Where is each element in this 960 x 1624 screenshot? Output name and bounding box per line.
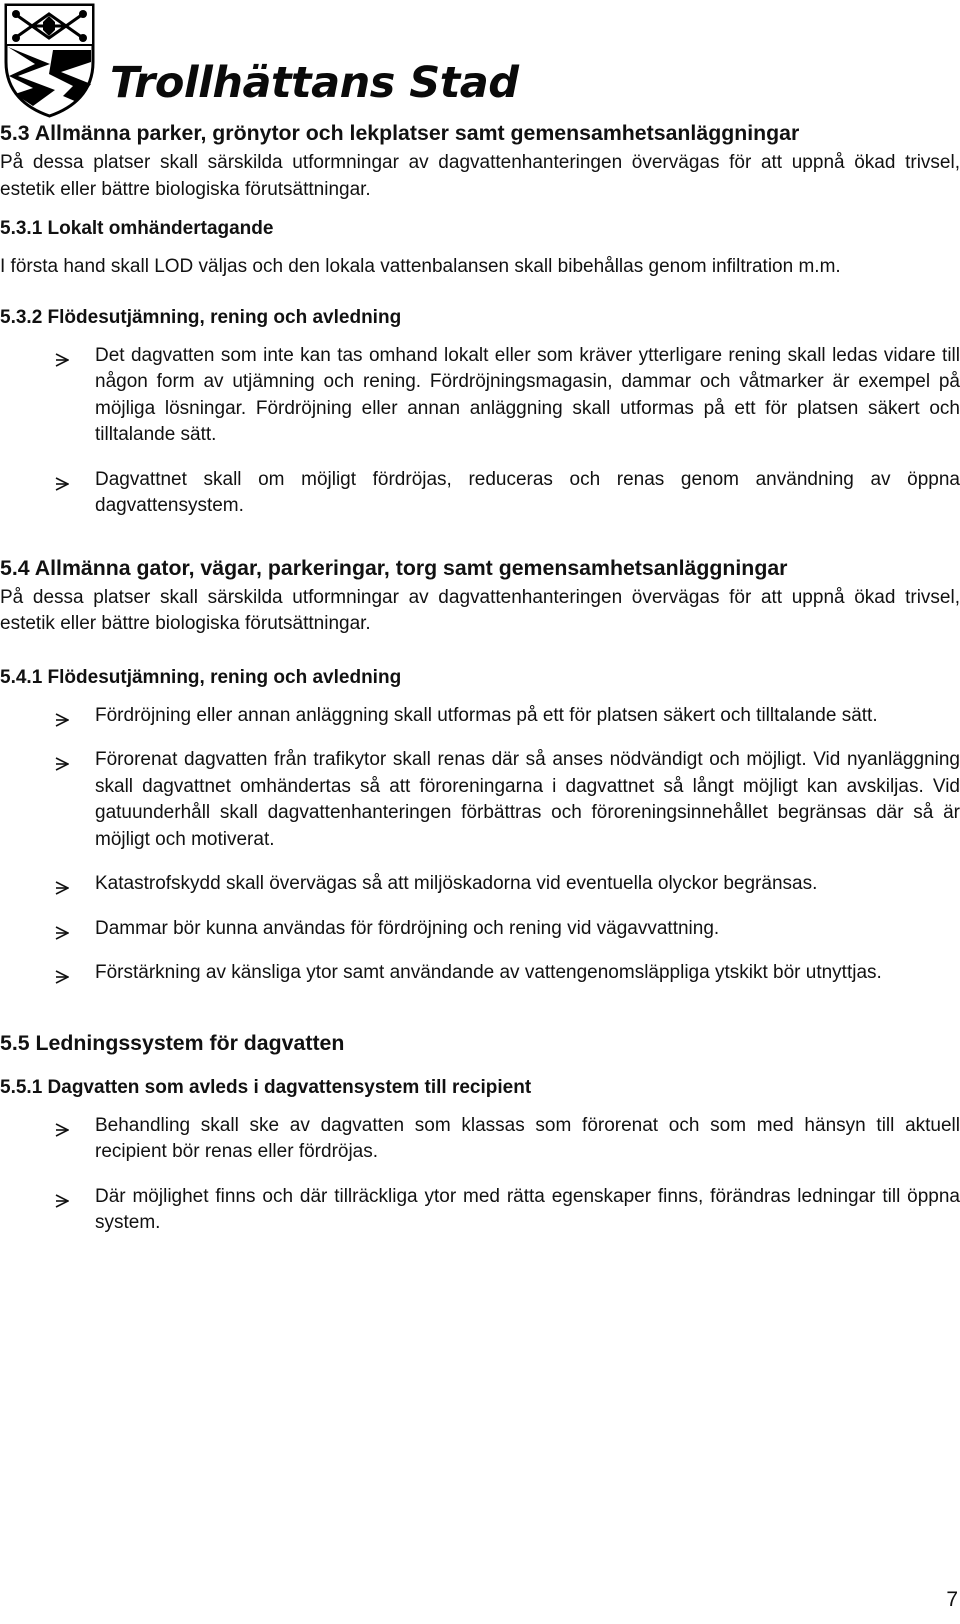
municipal-coat-of-arms-icon — [3, 2, 96, 118]
arrow-bullet-icon — [55, 709, 69, 723]
list-item — [0, 703, 960, 730]
list-item-text: Förorenat dagvatten från trafikytor skall renas där så anses nödvändigt och möjligt. Vid nyanläggning skall dagvattnet omhändertas så att föroreningarna i dagvattnet så långt möjligt kan avskiljas. Vid gatuunderhåll skall dagvattenhanteringen förbättras och föroreningsinnehållet begränsas där så är möjligt och motiverat. — [95, 749, 960, 850]
section-intro-paragraph: På dessa platser skall särskilda utformningar av dagvattenhanteringen övervägas för att uppnå ökad trivsel, estetik eller bättre biologiska förutsättningar. — [0, 152, 960, 200]
list-item-text: Det dagvatten som inte kan tas omhand lokalt eller som kräver ytterligare rening skall ledas vidare till någon form av utjämning och rening. Fördröjningsmagasin, dammar och våtmarker är exempel på möjliga lösningar. Fördröjning eller annan anläggning skall utformas på ett för platsen säkert och tilltalande sätt. — [95, 344, 960, 445]
list-item-text: Förstärkning av känsliga ytor samt användande av vattengenomsläppliga ytskikt bör utnyttjas. — [95, 962, 882, 983]
bullet-list — [0, 703, 960, 987]
list-item — [0, 343, 960, 449]
arrow-bullet-icon — [55, 966, 69, 980]
list-item — [0, 467, 960, 520]
arrow-bullet-icon — [55, 922, 69, 936]
list-item — [0, 960, 960, 987]
section-block — [0, 1075, 960, 1237]
section-block — [0, 305, 960, 520]
list-item — [0, 1184, 960, 1237]
bullet-list — [0, 343, 960, 520]
list-item-text: Där möjlighet finns och där tillräckliga ytor med rätta egenskaper finns, förändras ledningar till öppna system. — [95, 1185, 960, 1233]
bullet-list — [0, 1113, 960, 1237]
list-item — [0, 916, 960, 943]
subsection-heading: 5.4.1 Flödesutjämning, rening och avledning — [0, 666, 402, 688]
section-block — [0, 216, 960, 281]
section-block — [0, 119, 960, 203]
section-heading: 5.3 Allmänna parker, grönytor och lekplatser samt gemensamhetsanläggningar — [0, 121, 800, 145]
section-block — [0, 1029, 960, 1057]
section-intro-paragraph: På dessa platser skall särskilda utformningar av dagvattenhanteringen övervägas för att uppnå ökad trivsel, estetik eller bättre biologiska förutsättningar. — [0, 586, 960, 634]
subsection-heading: 5.5.1 Dagvatten som avleds i dagvattensystem till recipient — [0, 1076, 532, 1098]
section-heading: 5.4 Allmänna gator, vägar, parkeringar, torg samt gemensamhetsanläggningar — [0, 555, 788, 580]
arrow-bullet-icon — [55, 1190, 69, 1204]
subsection-heading: 5.3.1 Lokalt omhändertagande — [0, 218, 274, 239]
list-item — [0, 1113, 960, 1166]
section-block — [0, 665, 960, 987]
brand-name: Trollhättans Stad — [110, 58, 519, 108]
document-body — [0, 119, 960, 1237]
section-block — [0, 554, 960, 638]
body-paragraph: I första hand skall LOD väljas och den lokala vattenbalansen skall bibehållas genom infiltration m.m. — [0, 256, 841, 277]
arrow-bullet-icon — [55, 1119, 69, 1133]
list-item-text: Behandling skall ske av dagvatten som klassas som förorenat och som med hänsyn till aktuell recipient bör renas eller fördröjas. — [95, 1114, 960, 1162]
arrow-bullet-icon — [55, 473, 69, 487]
arrow-bullet-icon — [55, 753, 69, 767]
arrow-bullet-icon — [55, 877, 69, 891]
list-item-text: Fördröjning eller annan anläggning skall utformas på ett för platsen säkert och tilltalande sätt. — [95, 704, 878, 726]
list-item-text: Dammar bör kunna användas för fördröjning och rening vid vägavvattning. — [95, 917, 720, 939]
list-item — [0, 871, 960, 898]
list-item — [0, 747, 960, 853]
page-number: 7 — [946, 1588, 958, 1611]
list-item-text: Dagvattnet skall om möjligt fördröjas, reduceras och renas genom användning av öppna dagvattensystem. — [95, 468, 960, 516]
section-heading: 5.5 Ledningssystem för dagvatten — [0, 1030, 345, 1055]
subsection-heading: 5.3.2 Flödesutjämning, rening och avledning — [0, 306, 402, 328]
arrow-bullet-icon — [55, 349, 69, 363]
list-item-text: Katastrofskydd skall övervägas så att miljöskadorna vid eventuella olyckor begränsas. — [95, 873, 818, 894]
